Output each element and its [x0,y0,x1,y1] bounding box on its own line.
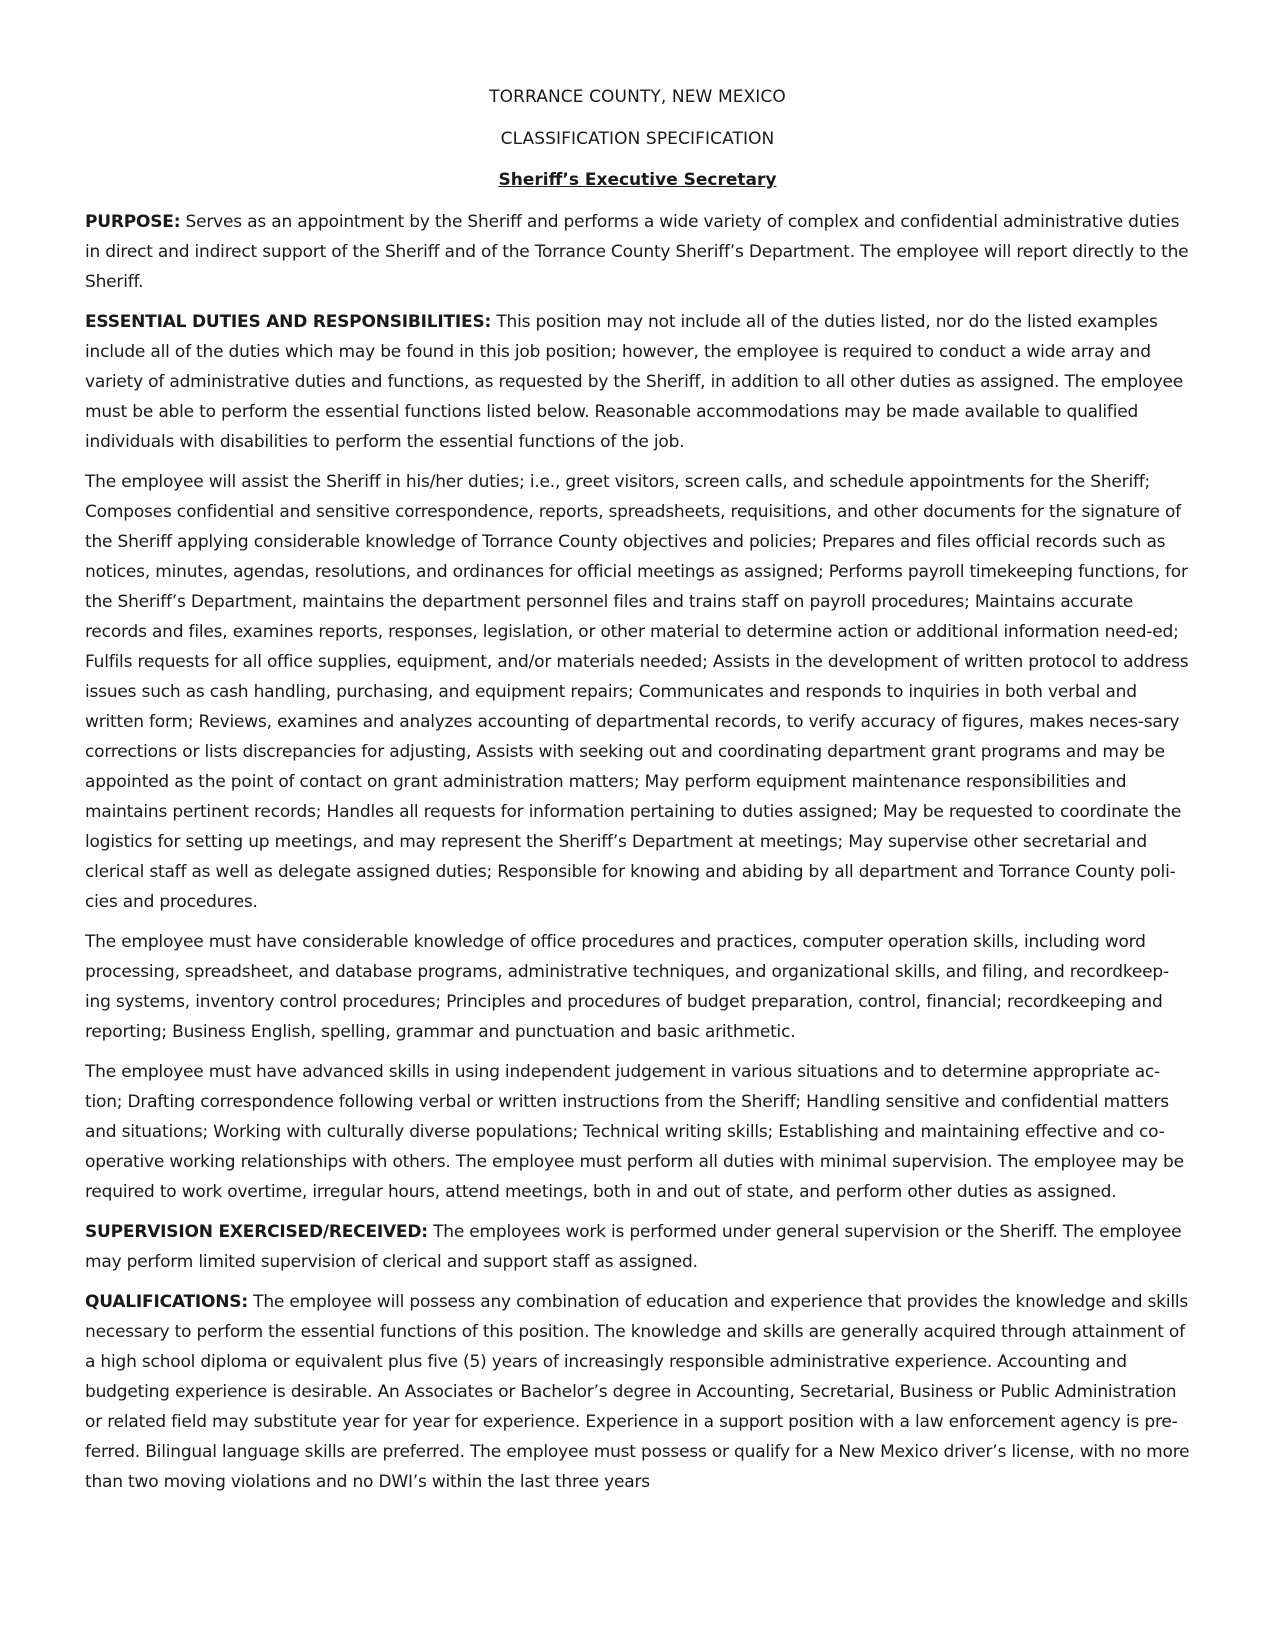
spec-heading: CLASSIFICATION SPECIFICATION [500,129,775,149]
supervision-text: The employees work is performed under general supervision or the Sheriff. The employee may perform limited supervision of clerical and support staff as assigned. [85,1222,1182,1272]
supervision-heading: SUPERVISION EXERCISED/RECEIVED: [85,1222,428,1242]
purpose-heading: PURPOSE: [85,212,181,232]
document-body [85,86,1190,1507]
qualifications-paragraph [85,1287,1190,1497]
supervision-paragraph [85,1217,1190,1277]
essential-duties-heading: ESSENTIAL DUTIES AND RESPONSIBILITIES: [85,312,492,332]
knowledge-paragraph: The employee must have considerable knowledge of office procedures and practices, computer operation skills, including word processing, spreadsheet, and database programs, administrative techniques, and organizational skills, and filing, and recordkeep-ing systems, inventory control procedures; Principles and procedures of budget preparation, control, financial; recordkeeping and reporting; Business English, spelling, grammar and punctuation and basic arithmetic. [85,932,1169,1042]
skills-paragraph: The employee must have advanced skills in using independent judgement in various situations and to determine appropriate ac-tion; Drafting correspondence following verbal or written instructions from the Sheriff; Handling sensitive and confidential matters and situations; Working with culturally diverse populations; Technical writing skills; Establishing and maintaining effective and co-operative working relationships with others. The employee must perform all duties with minimal supervision. The employee may be required to work overtime, irregular hours, attend meetings, both in and out of state, and perform other duties as assigned. [85,1062,1184,1202]
essential-duties-paragraph [85,307,1190,457]
essential-duties-text: This position may not include all of the duties listed, nor do the listed examples include all of the duties which may be found in this job position; however, the employee is required to conduct a wide array and variety of administrative duties and functions, as requested by the Sheriff, in addition to all other duties as assigned. The employee must be able to perform the essential functions listed below. Reasonable accommodations may be made available to qualified individuals with disabilities to perform the essential functions of the job. [85,312,1183,452]
purpose-text: Serves as an appointment by the Sheriff and performs a wide variety of complex and confidential administrative duties in direct and indirect support of the Sheriff and of the Torrance County Sheriff’s Department. The employee will report directly to the Sheriff. [85,212,1189,292]
duties-paragraph: The employee will assist the Sheriff in his/her duties; i.e., greet visitors, screen calls, and schedule appointments for the Sheriff; Composes confidential and sensitive correspondence, reports, spreadsheets, requisitions, and other documents for the signature of the Sheriff applying considerable knowledge of Torrance County objectives and policies; Prepares and files official records such as notices, minutes, agendas, resolutions, and ordinances for official meetings as assigned; Performs payroll timekeeping functions, for the Sheriff’s Department, maintains the department personnel files and trains staff on payroll procedures; Maintains accurate records and files, examines reports, responses, legislation, or other material to determine action or additional information need-ed; Fulfils requests for all office supplies, equipment, and/or materials needed; Assists in the development of written protocol to address issues such as cash handling, purchasing, and equipment repairs; Communicates and responds to inquiries in both verbal and written form; Reviews, examines and analyzes accounting of departmental records, to verify accuracy of figures, makes neces-sary corrections or lists discrepancies for adjusting, Assists with seeking out and coordinating department grant programs and may be appointed as the point of contact on grant administration matters; May perform equipment maintenance responsibilities and maintains pertinent records; Handles all requests for information pertaining to duties assigned; May be requested to coordinate the logistics for setting up meetings, and may represent the Sheriff’s Department at meetings; May supervise other secretarial and clerical staff as well as delegate assigned duties; Responsible for knowing and abiding by all department and Torrance County poli-cies and procedures. [85,472,1189,912]
purpose-paragraph [85,207,1190,297]
qualifications-text: The employee will possess any combination of education and experience that provides the knowledge and skills necessary to perform the essential functions of this position. The knowledge and skills are generally acquired through attainment of a high school diploma or equivalent plus five (5) years of increasingly responsible administrative experience. Accounting and budgeting experience is desirable. An Associates or Bachelor’s degree in Accounting, Secretarial, Business or Public Administration or related field may substitute year for year for experience. Experience in a support position with a law enforcement agency is pre-ferred. Bilingual language skills are preferred. The employee must possess or qualify for a New Mexico driver’s license, with no more than two moving violations and no DWI’s within the last three years [85,1292,1190,1492]
qualifications-heading: QUALIFICATIONS: [85,1292,248,1312]
county-heading: TORRANCE COUNTY, NEW MEXICO [489,87,786,107]
document-title: Sheriff’s Executive Secretary [498,170,777,190]
